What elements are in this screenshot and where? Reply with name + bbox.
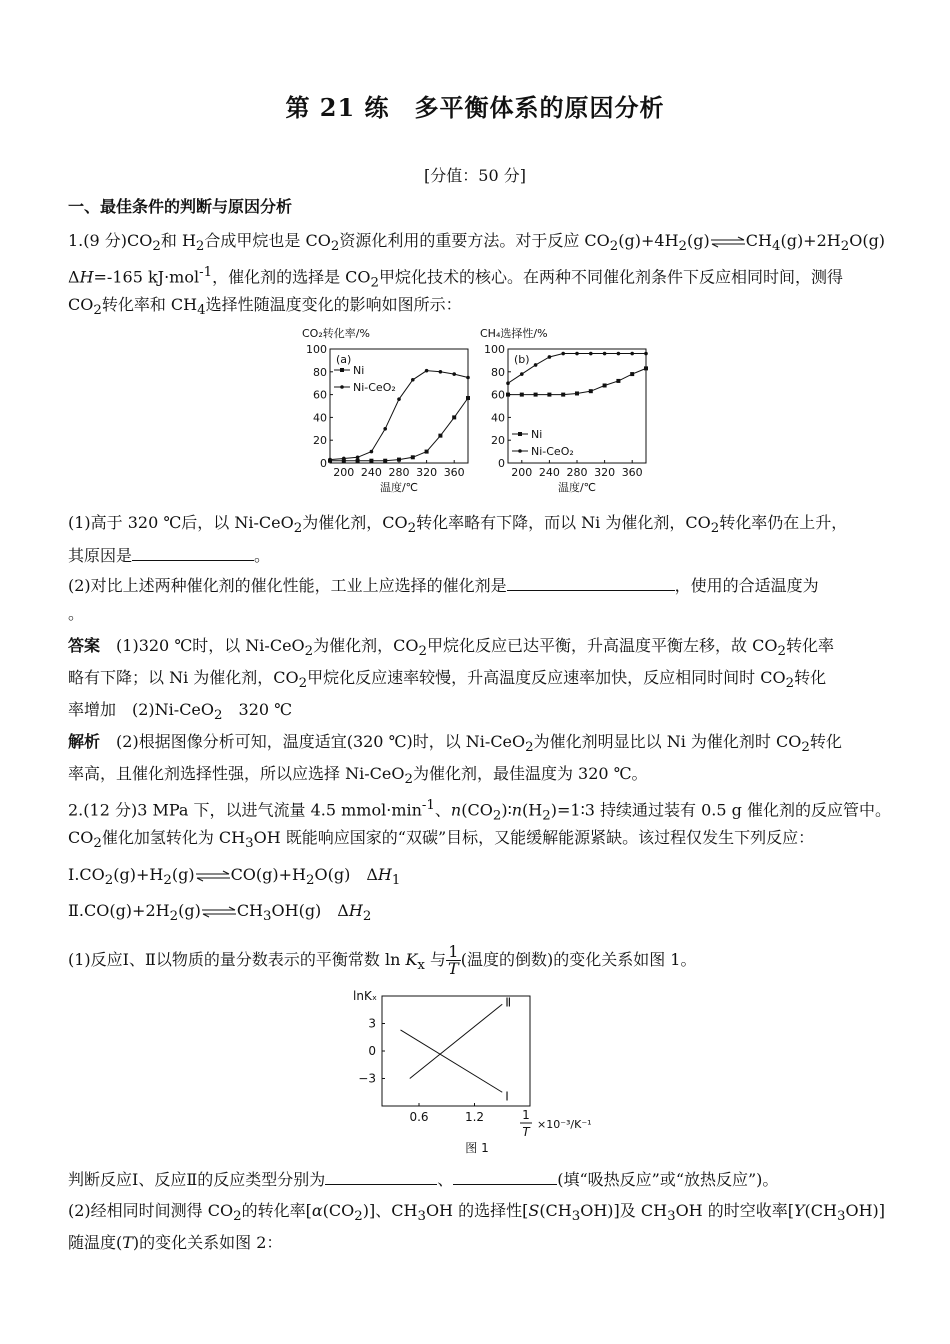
legend-marker (340, 385, 344, 389)
chart-ch4-selectivity (470, 322, 660, 504)
data-point (356, 456, 360, 460)
y-tick-label: 60 (491, 388, 505, 402)
y-axis-title: CH₄选择性/% (480, 327, 548, 340)
chart-lnkx-vs-inverse-t (345, 984, 615, 1162)
q2-line-2: $CO_2$催化加氢转化为 $CH_3OH$ 既能响应国家的“双碳”目标，又能缓解能源紧缺。该过程仅发生下列反应： (68, 828, 815, 852)
y-tick-label: 60 (313, 388, 327, 402)
one-over-t-fraction: $\frac{1}{T}$ (448, 942, 459, 978)
series-label: Ⅰ (505, 1089, 509, 1104)
answer-blank[interactable] (453, 1168, 557, 1185)
q2-sub1: (1)反应Ⅰ、Ⅱ以物质的量分数表示的平衡常数 $\ln K_x$ 与 $\frac{1}{T}$ (温度的倒数)的变化关系如图 1。 (68, 942, 697, 978)
data-point (439, 370, 443, 374)
equilibrium-arrow-icon (710, 236, 746, 248)
answer-blank[interactable] (132, 544, 254, 561)
x-axis-unit: ×10⁻³/K⁻¹ (537, 1118, 592, 1131)
series-line-ni-ceo2 (330, 371, 468, 460)
q2-sub2-line-2: 随温度(T)的变化关系如图 2： (68, 1233, 283, 1252)
data-point (603, 352, 607, 356)
data-point (644, 352, 648, 356)
data-point (411, 378, 415, 382)
explanation-line-2: 率高，且催化剂选择性强，所以应选择 Ni-CeO$_2$为催化剂，最佳温度为 320 ℃。 (68, 764, 648, 788)
q1-sub2-line-1: (2)对比上述两种催化剂的催化性能，工业上应选择的催化剂是 ，使用的合适温度为 (68, 576, 819, 595)
x-axis-title: 温度/℃ (557, 481, 597, 494)
series-label: Ⅱ (505, 995, 512, 1010)
data-point (561, 393, 565, 397)
y-tick-label: 100 (484, 343, 505, 356)
equilibrium-arrow-icon (201, 906, 237, 918)
answer-blank[interactable] (507, 574, 675, 591)
x-tick-label: 360 (443, 466, 465, 479)
x-tick-label: 0.6 (409, 1110, 429, 1124)
panel-label: (a) (336, 353, 352, 366)
data-point (617, 352, 621, 356)
data-point (425, 369, 429, 373)
y-tick-label: 0 (368, 1044, 376, 1058)
data-point (630, 372, 634, 376)
data-point (411, 455, 415, 459)
data-point (561, 352, 565, 356)
x-tick-label: 1.2 (464, 1110, 485, 1124)
data-point (520, 372, 524, 376)
x-tick-label: 360 (621, 466, 643, 479)
x-tick-label: 200 (333, 466, 355, 479)
data-point (452, 372, 456, 376)
reaction-2: $Ⅱ.CO(g)+2H_2(g)$ $CH_3OH(g)$ $\Delta H_2$ (68, 901, 372, 925)
series-line-ni (508, 368, 646, 394)
x-tick-label: 200 (511, 466, 533, 479)
x-axis-frac-den: T (522, 1125, 530, 1139)
series-line-reaction-2 (410, 1004, 503, 1078)
data-point (397, 458, 401, 462)
data-point (356, 459, 360, 463)
data-point (452, 415, 456, 419)
q2-judge-line: 判断反应Ⅰ、反应Ⅱ的反应类型分别为 、 (填“吸热反应”或“放热反应”)。 (68, 1170, 779, 1189)
explanation-label: 解析 (68, 732, 101, 751)
y-tick-label: 0 (498, 457, 505, 470)
y-tick-label: 20 (313, 434, 327, 448)
y-tick-label: 3 (368, 1016, 376, 1031)
score-label: [分值：50 分] (424, 166, 526, 185)
answer-line-1: 答案 (1)320 ℃时，以 Ni-CeO$_2$为催化剂，$CO_2$甲烷化反应已达平衡，升高温度平衡左移，故 $CO_2$转化率 (68, 636, 834, 660)
panel-label: (b) (514, 353, 530, 366)
figure-caption: 图 1 (465, 1141, 489, 1155)
data-point (369, 459, 373, 463)
x-axis-title: 温度/℃ (379, 481, 419, 494)
y-tick-label: 40 (313, 411, 327, 425)
data-point (438, 434, 442, 438)
legend-label: Ni-CeO₂ (531, 445, 574, 458)
data-point (603, 383, 607, 387)
y-tick-label: 80 (491, 365, 505, 379)
data-point (589, 352, 593, 356)
data-point (383, 427, 387, 431)
legend-label: Ni (531, 428, 543, 441)
q1-sub1-line-2: 其原因是 。 (68, 546, 271, 565)
q1-sub1-line-1: (1)高于 320 ℃后，以 Ni-CeO$_2$为催化剂，$CO_2$转化率略有下降，而以 Ni 为催化剂，$CO_2$转化率仍在上升， (68, 513, 848, 537)
x-tick-label: 320 (416, 466, 438, 479)
y-axis-title: lnKₓ (353, 989, 378, 1003)
q2-sub2-line-1: (2)经相同时间测得 $CO_2$的转化率$[\alpha(CO_2)]$、$CH_3OH$ 的选择性$[S(CH_3OH)]$及 $CH_3OH$ 的时空收率$[Y(CH_3OH)]$ (68, 1201, 886, 1225)
x-tick-label: 240 (360, 466, 382, 479)
legend-label: Ni (353, 364, 365, 377)
legend-marker (518, 449, 522, 453)
data-point (548, 355, 552, 359)
q2-line-1: 2.(12 分)3 MPa 下，以进气流量 4.5 $mmol\cdot\min^{-1}$、$n(CO_2)∶n(H_2)=1∶3$ 持续通过装有 0.5 g 催化剂的反应管中。 (68, 798, 891, 824)
y-tick-label: 40 (491, 411, 505, 425)
q1-sub2-line-2: 。 (68, 604, 85, 623)
data-point (397, 397, 401, 401)
data-point (589, 389, 593, 393)
y-tick-label: 20 (491, 434, 505, 448)
data-point (575, 391, 579, 395)
data-point (616, 379, 620, 383)
data-point (534, 363, 538, 367)
plot-frame (330, 349, 468, 463)
q1-line-1: 1.(9 分)$CO_2$和 $H_2$合成甲烷也是 $CO_2$资源化利用的重要方法。对于反应 $CO_2(g)+4H_2(g)$ $CH_4(g)+2H_2O(g)$ (68, 231, 886, 255)
data-point (370, 450, 374, 454)
legend-marker (518, 432, 522, 436)
section-heading: 一、最佳条件的判断与原因分析 (68, 197, 293, 216)
reaction-1: $Ⅰ.CO_2(g)+H_2(g)$ $CO(g)+H_2O(g)$ $\Delta H_1$ (68, 865, 401, 889)
legend-label: Ni-CeO₂ (353, 381, 396, 394)
plot-frame (508, 349, 646, 463)
data-point (520, 393, 524, 397)
data-point (575, 352, 579, 356)
data-point (342, 457, 346, 461)
x-tick-label: 280 (566, 466, 588, 479)
q1-line-2: ΔH=-165 kJ·mol$^{-1}$，催化剂的选择是 $CO_2$甲烷化技术的核心。在两种不同催化剂条件下反应相同时间，测得 (68, 265, 844, 291)
explanation-line-1: 解析 (2)根据图像分析可知，温度适宜(320 ℃)时，以 Ni-CeO$_2$为催化剂明显比以 Ni 为催化剂时 $CO_2$转化 (68, 732, 842, 756)
data-point (506, 381, 510, 385)
data-point (534, 393, 538, 397)
series-line-ni (330, 398, 468, 461)
x-tick-label: 240 (538, 466, 560, 479)
y-tick-label: 80 (313, 365, 327, 379)
data-point (383, 459, 387, 463)
x-tick-label: 280 (388, 466, 410, 479)
y-tick-label: 0 (320, 457, 327, 470)
answer-blank[interactable] (325, 1168, 437, 1185)
y-tick-label: −3 (358, 1071, 376, 1086)
x-tick-label: 320 (594, 466, 616, 479)
y-tick-label: 100 (306, 343, 327, 356)
data-point (630, 352, 634, 356)
x-axis-frac-num: 1 (522, 1108, 530, 1122)
legend-marker (340, 368, 344, 372)
series-line-reaction-1 (401, 1030, 503, 1092)
answer-line-2: 略有下降；以 Ni 为催化剂，$CO_2$甲烷化反应速率较慢，升高温度反应速率加快，反应相同时间时 $CO_2$转化 (68, 668, 827, 692)
data-point (506, 393, 510, 397)
data-point (547, 393, 551, 397)
data-point (425, 450, 429, 454)
chart-co2-conversion (292, 322, 482, 504)
y-axis-title: CO₂转化率/% (302, 327, 370, 340)
data-point (328, 458, 332, 462)
q1-line-3: $CO_2$转化率和 $CH_4$选择性随温度变化的影响如图所示： (68, 295, 462, 319)
page-title: 第 21 练 多平衡体系的原因分析 (285, 93, 665, 122)
answer-line-3: 率增加 (2)Ni-CeO$_2$ 320 ℃ (68, 700, 293, 724)
equilibrium-arrow-icon (195, 870, 231, 882)
answer-label: 答案 (68, 636, 101, 655)
data-point (644, 366, 648, 370)
